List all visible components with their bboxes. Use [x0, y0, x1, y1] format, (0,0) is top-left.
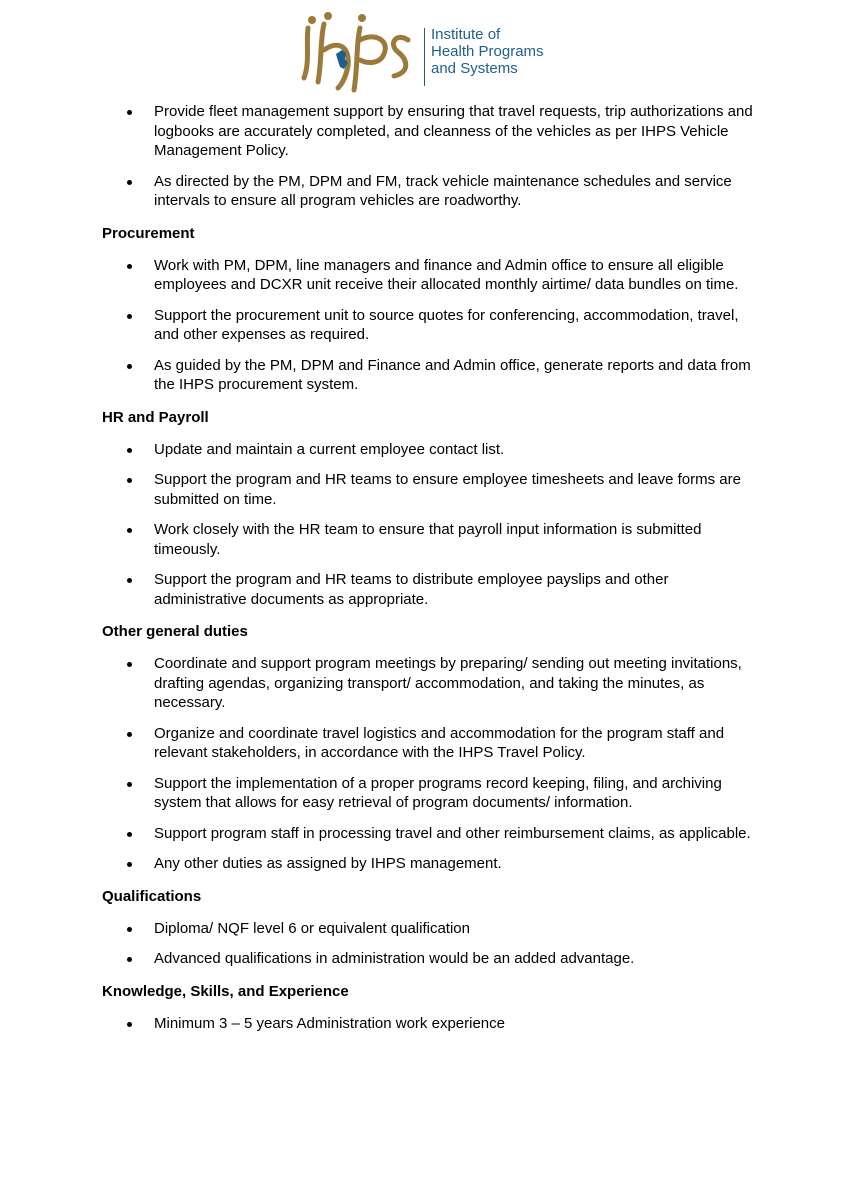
intro-list: [102, 102, 762, 211]
list-item: Support the program and HR teams to distribute employee payslips and other administrative documents as appropriate.: [102, 570, 762, 609]
hr-payroll-list: [102, 440, 762, 610]
qualifications-heading: Qualifications: [102, 887, 202, 905]
list-item: Advanced qualifications in administration would be an added advantage.: [102, 949, 762, 969]
knowledge-skills-heading: Knowledge, Skills, and Experience: [102, 982, 349, 1000]
list-item: Work closely with the HR team to ensure that payroll input information is submitted timeously.: [102, 520, 762, 559]
document-body: [102, 102, 762, 1046]
list-item: Support the implementation of a proper programs record keeping, filing, and archiving system that allows for easy retrieval of program documents/ information.: [102, 774, 762, 813]
logo-line-3: and Systems: [431, 60, 518, 77]
list-item: Support the program and HR teams to ensure employee timesheets and leave forms are submitted on time.: [102, 470, 762, 509]
logo-divider: [424, 28, 425, 86]
qualifications-list: [102, 919, 762, 969]
ihps-logo-mark-icon: [298, 10, 418, 96]
ihps-logo: [298, 10, 568, 96]
list-item: Organize and coordinate travel logistics and accommodation for the program staff and relevant stakeholders, in accordance with the IHPS Travel Policy.: [102, 724, 762, 763]
procurement-heading: Procurement: [102, 224, 195, 242]
logo-line-2: Health Programs: [431, 43, 544, 60]
list-item: Minimum 3 – 5 years Administration work experience: [102, 1014, 762, 1034]
logo-line-1: Institute of: [431, 26, 501, 43]
list-item: Support the procurement unit to source quotes for conferencing, accommodation, travel, and other expenses as required.: [102, 306, 762, 345]
list-item: Provide fleet management support by ensuring that travel requests, trip authorizations and logbooks are accurately completed, and cleanness of the vehicles as per IHPS Vehicle Management Policy.: [102, 102, 762, 161]
list-item: Any other duties as assigned by IHPS management.: [102, 854, 762, 874]
list-item: Diploma/ NQF level 6 or equivalent qualification: [102, 919, 762, 939]
procurement-list: [102, 256, 762, 395]
list-item: Update and maintain a current employee contact list.: [102, 440, 762, 460]
other-duties-heading: Other general duties: [102, 623, 248, 640]
knowledge-skills-list: [102, 1014, 762, 1034]
list-item: Support program staff in processing travel and other reimbursement claims, as applicable.: [102, 824, 762, 844]
other-duties-list: [102, 654, 762, 874]
hr-payroll-heading: HR and Payroll: [102, 408, 209, 426]
logo-text: [431, 26, 571, 77]
list-item: As guided by the PM, DPM and Finance and Admin office, generate reports and data from the IHPS procurement system.: [102, 356, 762, 395]
list-item: Coordinate and support program meetings by preparing/ sending out meeting invitations, drafting agendas, organizing transport/ accommodation, and taking the minutes, as necessary.: [102, 654, 762, 713]
list-item: As directed by the PM, DPM and FM, track vehicle maintenance schedules and service intervals to ensure all program vehicles are roadworthy.: [102, 172, 762, 211]
list-item: Work with PM, DPM, line managers and finance and Admin office to ensure all eligible employees and DCXR unit receive their allocated monthly airtime/ data bundles on time.: [102, 256, 762, 295]
